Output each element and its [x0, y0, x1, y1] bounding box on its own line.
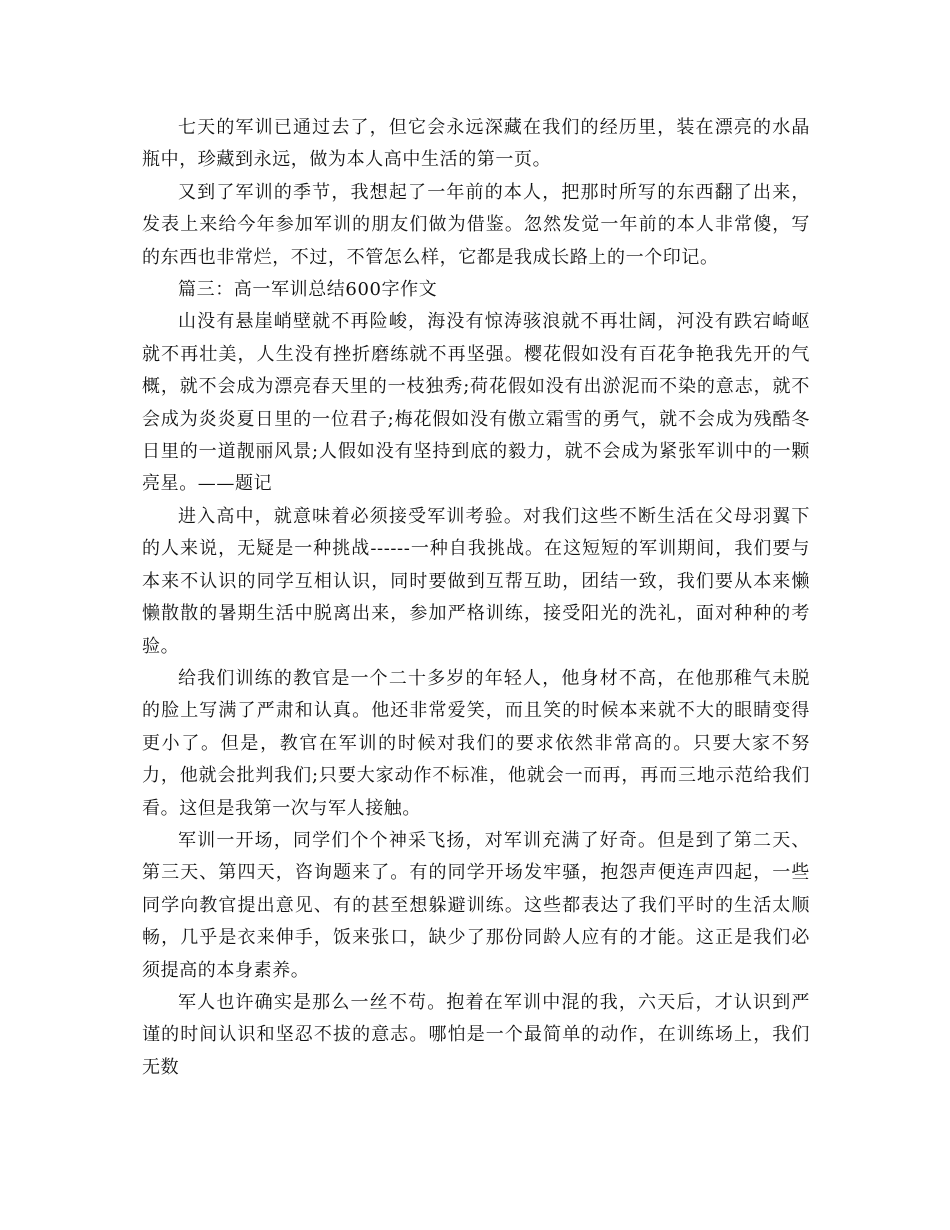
section-heading: 篇三：高一军训总结600字作文 — [178, 279, 438, 301]
paragraph: 山没有悬崖峭壁就不再险峻，海没有惊涛骇浪就不再壮阔，河没有跌宕崎岖就不再壮美，人生没有挫折磨练就不再坚强。樱花假如没有百花争艳我先开的气概，就不会成为漂亮春天里的一枝独秀;荷花假如没有出淤泥而不染的意志，就不会成为炎炎夏日里的一位君子;梅花假如没有傲立霜雪的勇气，就不会成为残酷冬日里的一道靓丽风景;人假如没有坚持到底的毅力，就不会成为紧张军训中的一颗亮星。——题记 — [142, 311, 810, 495]
paragraph: 军人也许确实是那么一丝不苟。抱着在军训中混的我，六天后，才认识到严谨的时间认识和坚忍不拔的意志。哪怕是一个最简单的动作，在训练场上，我们无数 — [142, 991, 810, 1078]
paragraph: 进入高中，就意味着必须接受军训考验。对我们这些不断生活在父母羽翼下的人来说，无疑是一种挑战------一种自我挑战。在这短短的军训期间，我们要与本来不认识的同学互相认识，同时要做到互帮互助，团结一致，我们要从本来懒懒散散的暑期生活中脱离出来，参加严格训练，接受阳光的洗礼，面对种种的考验。 — [142, 505, 810, 657]
paragraph: 七天的军训已通过去了，但它会永远深藏在我们的经历里，装在漂亮的水晶瓶中，珍藏到永远，做为本人高中生活的第一页。 — [142, 117, 810, 171]
document-body — [142, 112, 810, 1084]
paragraph: 给我们训练的教官是一个二十多岁的年轻人，他身材不高，在他那稚气未脱的脸上写满了严肃和认真。他还非常爱笑，而且笑的时候本来就不大的眼睛变得更小了。但是，教官在军训的时候对我们的要求依然非常高的。只要大家不努力，他就会批判我们;只要大家动作不标准，他就会一而再，再而三地示范给我们看。这但是我第一次与军人接触。 — [142, 667, 810, 819]
paragraph: 军训一开场，同学们个个神采飞扬，对军训充满了好奇。但是到了第二天、第三天、第四天，咨询题来了。有的同学开场发牢骚，抱怨声便连声四起，一些同学向教官提出意见、有的甚至想躲避训练。这些都表达了我们平时的生活太顺畅，几乎是衣来伸手，饭来张口，缺少了那份同龄人应有的才能。这正是我们必须提高的本身素养。 — [142, 829, 810, 981]
paragraph: 又到了军训的季节，我想起了一年前的本人，把那时所写的东西翻了出来，发表上来给今年参加军训的朋友们做为借鉴。忽然发觉一年前的本人非常傻，写的东西也非常烂，不过，不管怎么样，它都是我成长路上的一个印记。 — [142, 181, 810, 268]
